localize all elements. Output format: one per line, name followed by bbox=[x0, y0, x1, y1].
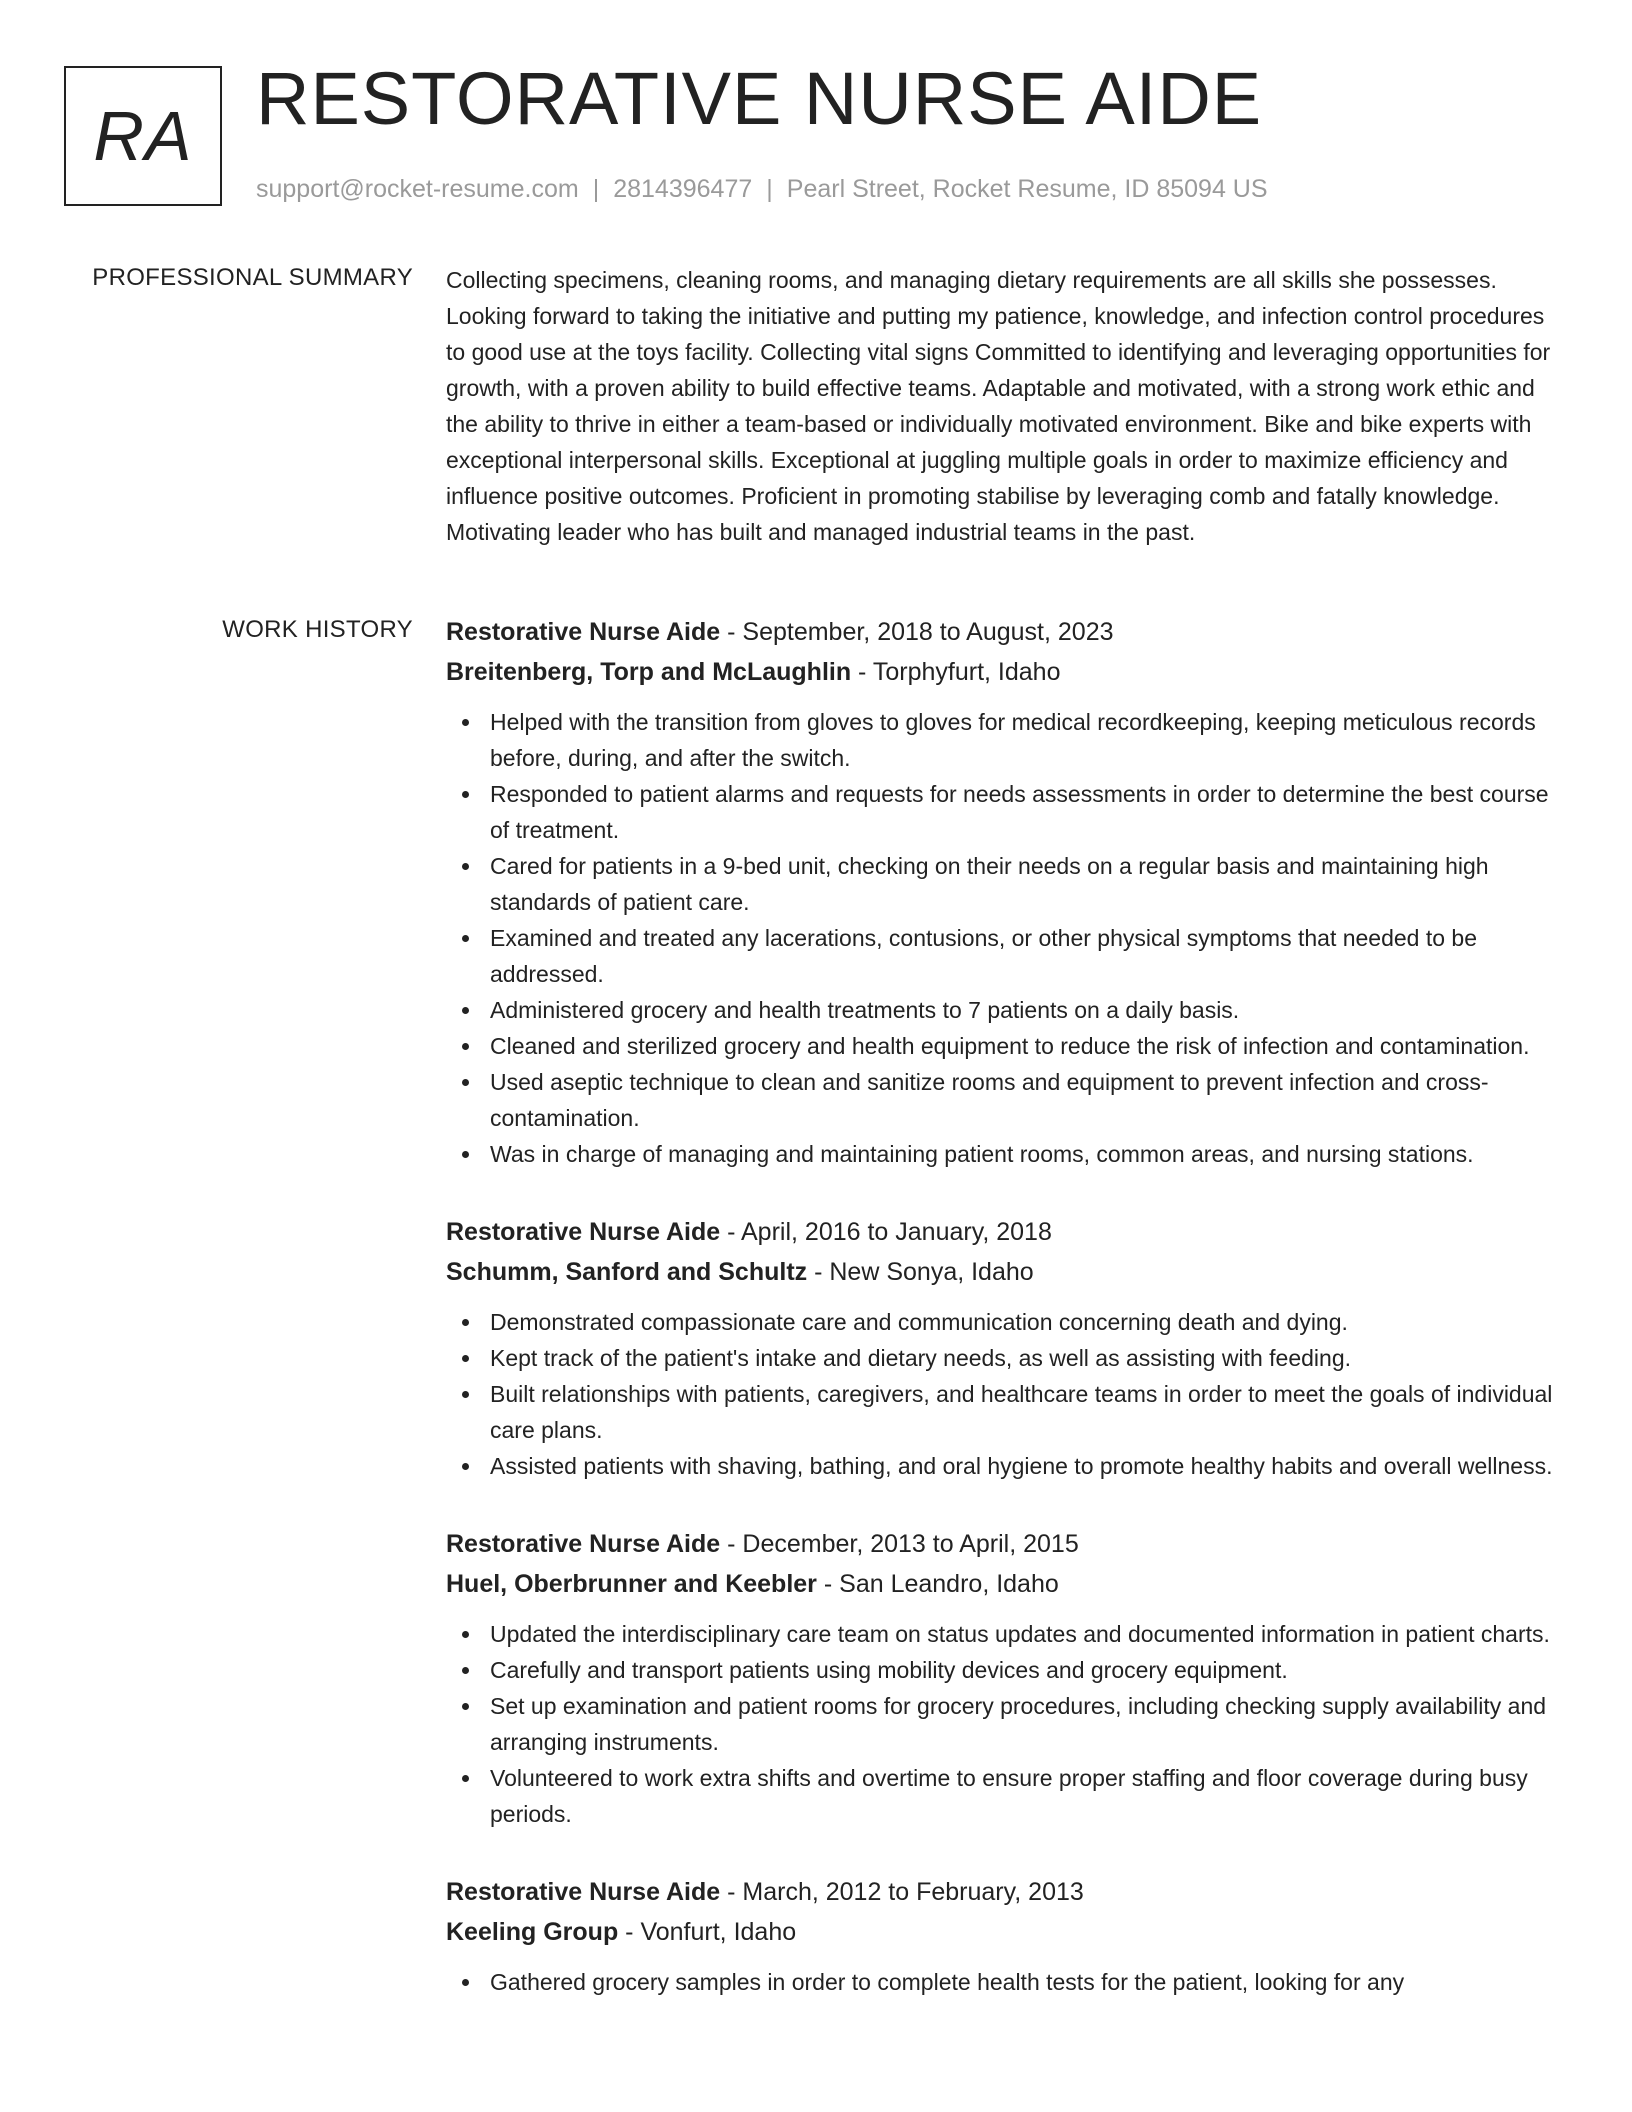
section-label-summary: PROFESSIONAL SUMMARY bbox=[92, 264, 413, 291]
job-bullet: Volunteered to work extra shifts and overtime to ensure proper staffing and floor coverage during busy periods. bbox=[446, 1760, 1558, 1832]
job-bullet: Assisted patients with shaving, bathing, and oral hygiene to promote healthy habits and overall wellness. bbox=[446, 1448, 1558, 1484]
resume-title: RESTORATIVE NURSE AIDE bbox=[256, 57, 1263, 140]
job-bullet-list bbox=[446, 1616, 1558, 1832]
job-location: - San Leandro, Idaho bbox=[816, 1570, 1059, 1598]
job-bullet: Built relationships with patients, caregivers, and healthcare teams in order to meet the goals of individual care plans. bbox=[446, 1376, 1558, 1448]
summary-text: Collecting specimens, cleaning rooms, and managing dietary requirements are all skills she possesses. Looking forward to taking the initiative and putting my patience, knowledge, and infection control procedures to good use at the toys facility. Collecting vital signs Committed to identifying and leveraging opportunities for growth, with a proven ability to build effective teams. Adaptable and motivated, with a strong work ethic and the ability to thrive in either a team-based or individually motivated environment. Bike and bike experts with exceptional interpersonal skills. Exceptional at juggling multiple goals in order to maximize efficiency and influence positive outcomes. Proficient in promoting stabilise by leveraging comb and fatally knowledge. Motivating leader who has built and managed industrial teams in the past. bbox=[446, 267, 1551, 545]
monogram-logo bbox=[64, 66, 222, 206]
contact-email[interactable]: support@rocket-resume.com bbox=[256, 175, 579, 203]
job-company-line bbox=[446, 1252, 1558, 1292]
job-company-line bbox=[446, 1912, 1558, 1952]
job-bullet: Examined and treated any lacerations, contusions, or other physical symptoms that needed to be addressed. bbox=[446, 920, 1558, 992]
job-bullet: Was in charge of managing and maintaining patient rooms, common areas, and nursing stations. bbox=[446, 1136, 1558, 1172]
job-bullet: Helped with the transition from gloves to gloves for medical recordkeeping, keeping meticulous records before, during, and after the switch. bbox=[446, 704, 1558, 776]
job-title: Restorative Nurse Aide bbox=[446, 618, 721, 646]
job-entry bbox=[446, 612, 1558, 1172]
summary-body bbox=[446, 262, 1558, 550]
contact-address: Pearl Street, Rocket Resume, ID 85094 US bbox=[786, 175, 1268, 203]
job-company-line bbox=[446, 1564, 1558, 1604]
job-title-line bbox=[446, 1212, 1558, 1252]
job-location: - Torphyfurt, Idaho bbox=[851, 658, 1061, 686]
job-entry bbox=[446, 1872, 1558, 2000]
job-title-line bbox=[446, 1872, 1558, 1912]
job-bullet: Kept track of the patient's intake and dietary needs, as well as assisting with feeding. bbox=[446, 1340, 1558, 1376]
section-label-work-history: WORK HISTORY bbox=[222, 616, 413, 643]
job-company-line bbox=[446, 652, 1558, 692]
job-location: - New Sonya, Idaho bbox=[807, 1258, 1034, 1286]
job-title-line bbox=[446, 1524, 1558, 1564]
job-bullet: Cared for patients in a 9-bed unit, checking on their needs on a regular basis and maintaining high standards of patient care. bbox=[446, 848, 1558, 920]
job-bullet: Gathered grocery samples in order to complete health tests for the patient, looking for any bbox=[446, 1964, 1558, 2000]
job-bullet: Administered grocery and health treatments to 7 patients on a daily basis. bbox=[446, 992, 1558, 1028]
job-bullet: Updated the interdisciplinary care team on status updates and documented information in patient charts. bbox=[446, 1616, 1558, 1652]
monogram-initials: RA bbox=[93, 97, 193, 175]
job-bullet: Demonstrated compassionate care and communication concerning death and dying. bbox=[446, 1304, 1558, 1340]
job-title: Restorative Nurse Aide bbox=[446, 1530, 721, 1558]
job-company: Huel, Oberbrunner and Keebler bbox=[446, 1570, 817, 1598]
job-bullet-list bbox=[446, 1304, 1558, 1484]
job-bullet-list bbox=[446, 1964, 1558, 2000]
job-title-line bbox=[446, 612, 1558, 652]
job-company: Schumm, Sanford and Schultz bbox=[446, 1258, 808, 1286]
job-bullet: Used aseptic technique to clean and sanitize rooms and equipment to prevent infection and cross-contamination. bbox=[446, 1064, 1558, 1136]
job-title: Restorative Nurse Aide bbox=[446, 1878, 721, 1906]
job-entry bbox=[446, 1212, 1558, 1484]
job-company: Breitenberg, Torp and McLaughlin bbox=[446, 658, 852, 686]
job-title: Restorative Nurse Aide bbox=[446, 1218, 721, 1246]
job-dates: - September, 2018 to August, 2023 bbox=[720, 618, 1114, 646]
job-dates: - March, 2012 to February, 2013 bbox=[720, 1878, 1084, 1906]
job-dates: - December, 2013 to April, 2015 bbox=[720, 1530, 1079, 1558]
job-company: Keeling Group bbox=[446, 1918, 619, 1946]
job-bullet: Responded to patient alarms and requests for needs assessments in order to determine the best course of treatment. bbox=[446, 776, 1558, 848]
job-dates: - April, 2016 to January, 2018 bbox=[720, 1218, 1052, 1246]
job-entry bbox=[446, 1524, 1558, 1832]
contact-separator: | bbox=[592, 175, 600, 203]
job-bullet: Carefully and transport patients using mobility devices and grocery equipment. bbox=[446, 1652, 1558, 1688]
job-location: - Vonfurt, Idaho bbox=[618, 1918, 797, 1946]
job-bullet: Cleaned and sterilized grocery and health equipment to reduce the risk of infection and contamination. bbox=[446, 1028, 1558, 1064]
job-bullet-list bbox=[446, 704, 1558, 1172]
work-history-body bbox=[446, 612, 1558, 2040]
contact-separator: | bbox=[766, 175, 773, 203]
job-bullet: Set up examination and patient rooms for grocery procedures, including checking supply availability and arranging instruments. bbox=[446, 1688, 1558, 1760]
contact-phone[interactable]: 2814396477 bbox=[613, 175, 753, 203]
contact-line bbox=[256, 174, 1268, 204]
